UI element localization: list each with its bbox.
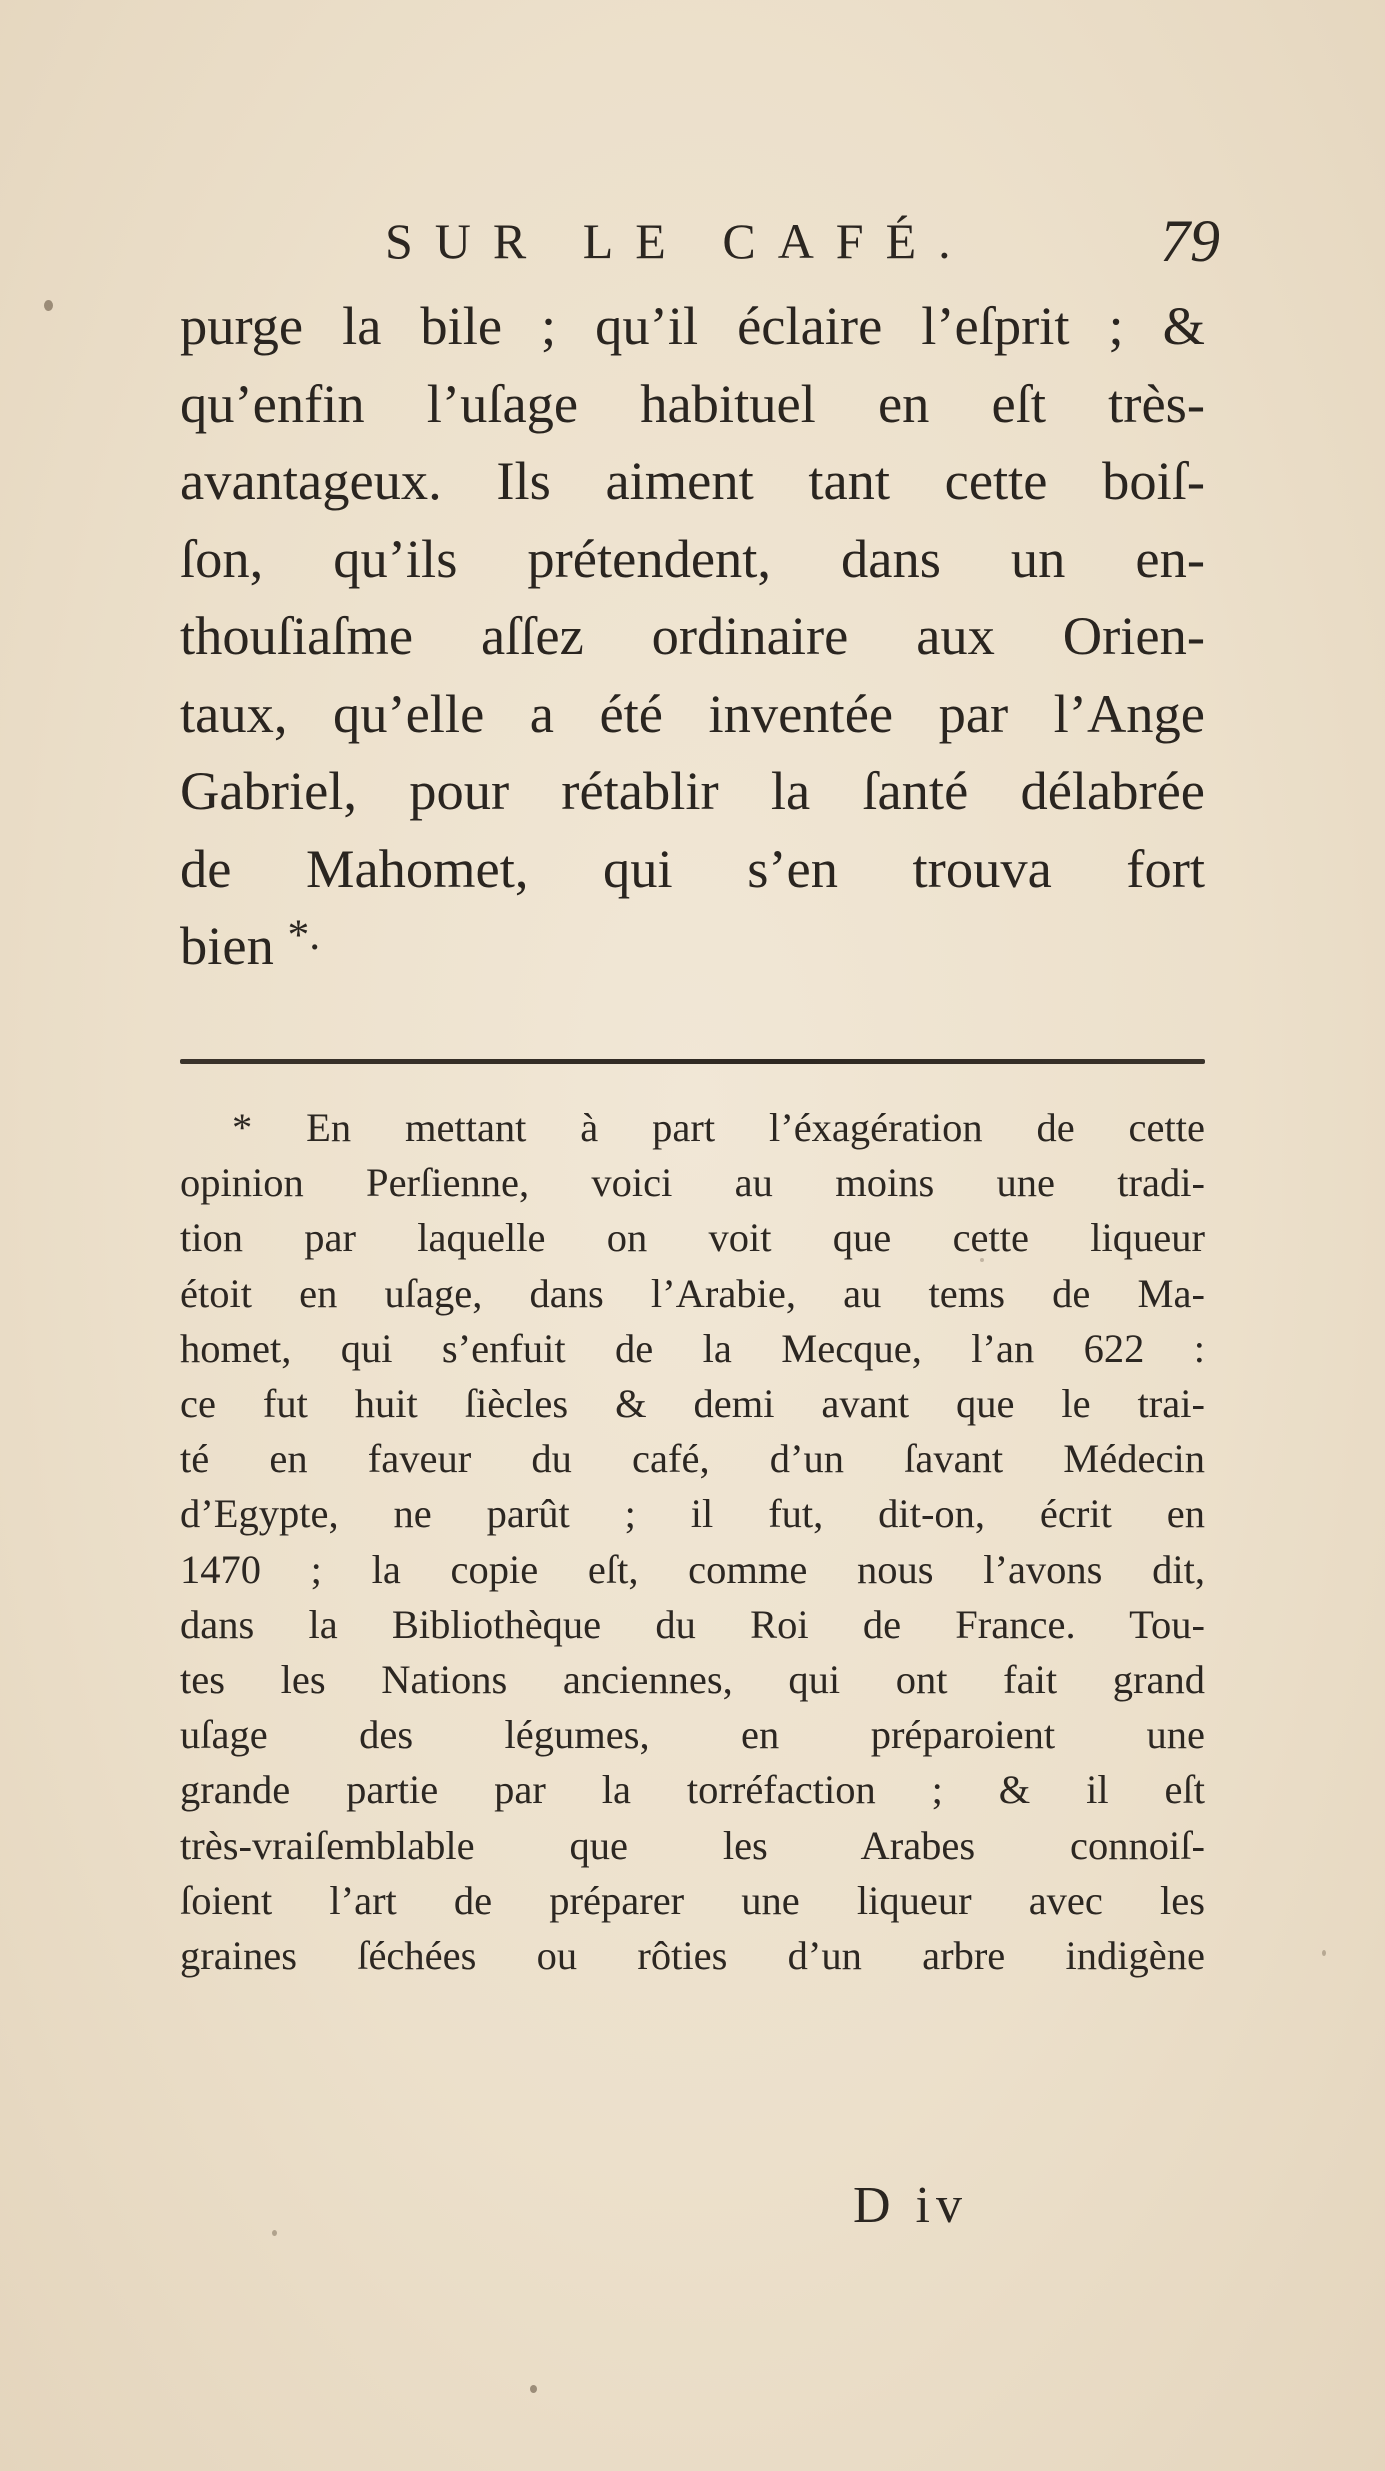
footnote-line: uſage des légumes, en préparoient une bbox=[180, 1712, 1205, 1758]
text-line: avantageux. Ils aiment tant cette boiſ- bbox=[180, 450, 1205, 511]
footnote-line: 1470 ; la copie eſt, comme nous l’avons dit, bbox=[180, 1546, 1205, 1592]
footnote-line: dans la Bibliothèque du Roi de France. Tou- bbox=[180, 1601, 1205, 1647]
text-line: de Mahomet, qui s’en trouva fort bbox=[180, 837, 1205, 899]
footnote-line: ce fut huit ſiècles & demi avant que le trai- bbox=[180, 1381, 1205, 1427]
footnote-line: ſoient l’art de préparer une liqueur avec les bbox=[180, 1877, 1205, 1923]
footnote-line: tion par laquelle on voit que cette liqueur bbox=[180, 1215, 1205, 1261]
paper-speck bbox=[1322, 1950, 1326, 1956]
footnote-line: * En mettant à part l’éxagération de cette bbox=[232, 1105, 1205, 1150]
page-number: 79 bbox=[1160, 208, 1220, 274]
footnote-line: très-vraiſemblable que les Arabes connoiſ- bbox=[180, 1822, 1205, 1868]
footnote bbox=[180, 1100, 1205, 1983]
footnote-line: opinion Perſienne, voici au moins une tradi- bbox=[180, 1160, 1205, 1206]
text-line: Gabriel, pour rétablir la ſanté délabrée bbox=[180, 760, 1205, 821]
footnote-line: grande partie par la torréfaction ; & il eſt bbox=[180, 1767, 1205, 1813]
running-title: SUR LE CAFÉ. bbox=[385, 213, 973, 269]
text-line: thouſiaſme aſſez ordinaire aux Orien- bbox=[180, 605, 1205, 666]
text-line: ſon, qu’ils prétendent, dans un en- bbox=[180, 527, 1205, 589]
main-text bbox=[180, 287, 1205, 990]
paper-speck bbox=[530, 2385, 537, 2393]
paper-speck bbox=[272, 2230, 277, 2236]
footnote-line: étoit en uſage, dans l’Arabie, au tems de Ma- bbox=[180, 1270, 1205, 1316]
footnote-divider bbox=[180, 1059, 1205, 1064]
paper-speck bbox=[44, 300, 53, 311]
footnote-line: d’Egypte, ne parût ; il fut, dit-on, écrit en bbox=[180, 1491, 1205, 1537]
text-line bbox=[180, 907, 1205, 990]
last-line-text: bien bbox=[180, 915, 274, 976]
footnote-line: té en faveur du café, d’un ſavant Médecin bbox=[180, 1436, 1205, 1482]
text-line: taux, qu’elle a été inventée par l’Ange bbox=[180, 682, 1205, 744]
text-line: purge la bile ; qu’il éclaire l’eſprit ; & bbox=[180, 295, 1205, 356]
signature-mark: D iv bbox=[853, 2177, 968, 2234]
footnote-marker: *. bbox=[287, 910, 321, 959]
footnote-line: tes les Nations anciennes, qui ont fait grand bbox=[180, 1657, 1205, 1703]
text-line: qu’enfin l’uſage habituel en eſt très- bbox=[180, 372, 1205, 434]
footnote-line: homet, qui s’enfuit de la Mecque, l’an 622 : bbox=[180, 1325, 1205, 1371]
footnote-line: graines ſéchées ou rôties d’un arbre indigène bbox=[180, 1933, 1205, 1979]
running-head bbox=[180, 206, 1220, 276]
